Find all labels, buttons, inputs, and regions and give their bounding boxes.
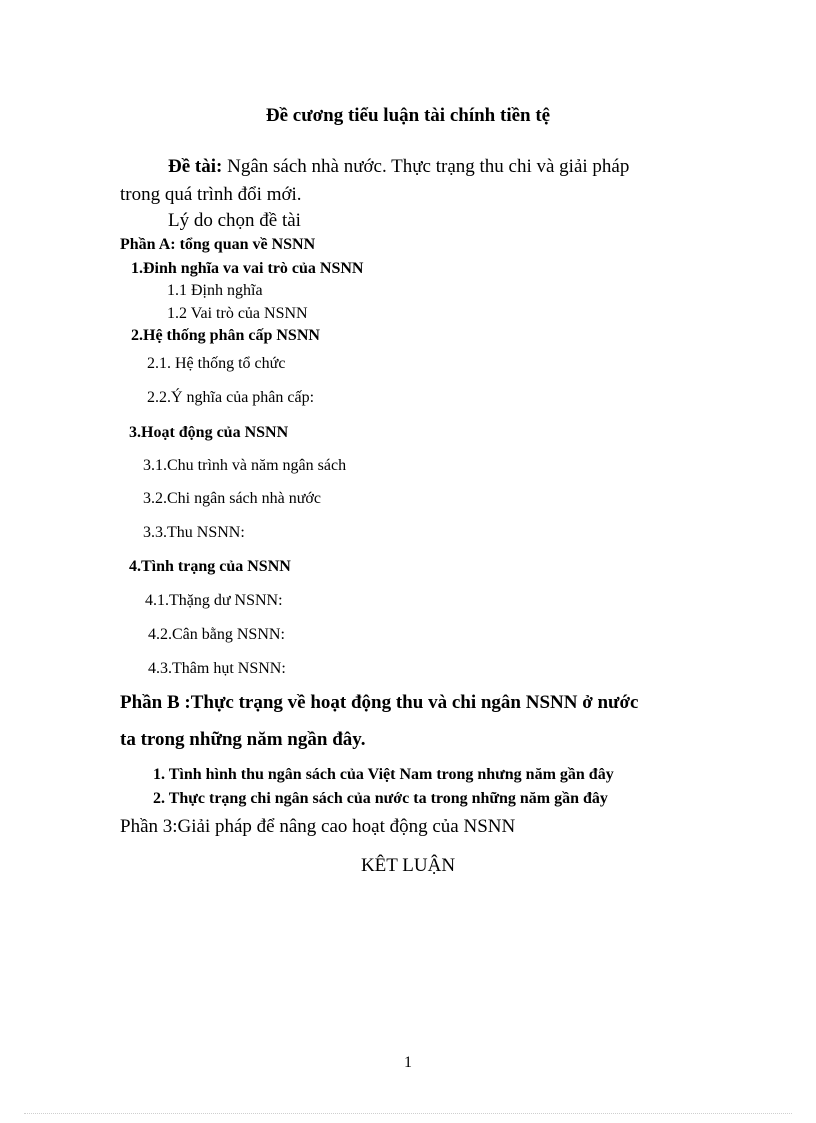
section-4-item-3: 4.3.Thâm hụt NSNN: (148, 660, 286, 677)
part-b-heading-line-2: ta trong những năm ngần đây. (120, 729, 366, 750)
page-bottom-divider (24, 1113, 792, 1114)
section-1-heading: 1.Đinh nghĩa va vai trò của NSNN (131, 260, 364, 277)
section-1-item-2: 1.2 Vai trò của NSNN (167, 305, 308, 322)
section-4-item-1: 4.1.Thặng dư NSNN: (145, 592, 283, 609)
section-2-heading: 2.Hệ thống phân cấp NSNN (131, 327, 320, 344)
section-4-item-2: 4.2.Cân bằng NSNN: (148, 626, 285, 643)
document-title: Đề cương tiểu luận tài chính tiền tệ (265, 105, 551, 126)
topic-line-1 (168, 156, 629, 178)
section-2-item-2: 2.2.Ý nghĩa của phân cấp: (147, 389, 315, 406)
part-b-heading-line-1: Phần B :Thực trạng về hoạt động thu và chi ngân NSNN ở nước (120, 692, 639, 713)
part-b-item-1: 1. Tình hình thu ngân sách của Việt Nam trong nhưng năm gần đây (153, 766, 614, 783)
topic-line-2: trong quá trình đổi mới. (120, 184, 302, 205)
section-1-item-1: 1.1 Định nghĩa (167, 282, 263, 299)
section-3-heading: 3.Hoạt động của NSNN (129, 424, 289, 441)
reason-heading: Lý do chọn đề tài (168, 210, 301, 231)
part-a-heading: Phần A: tổng quan về NSNN (120, 236, 316, 253)
section-2-item-1: 2.1. Hệ thống tổ chức (147, 355, 286, 372)
section-3-item-1: 3.1.Chu trình và năm ngân sách (143, 457, 347, 474)
topic-label: Đề tài: (168, 156, 223, 177)
page-number: 1 (404, 1054, 412, 1071)
section-4-heading: 4.Tình trạng của NSNN (129, 558, 291, 575)
section-3-item-3: 3.3.Thu NSNN: (143, 524, 245, 541)
part-b-item-2: 2. Thực trạng chi ngân sách của nước ta trong những năm gần đây (153, 790, 608, 807)
part-3-heading: Phần 3:Giải pháp để nâng cao hoạt động của NSNN (120, 816, 516, 837)
topic-text-1: Ngân sách nhà nước. Thực trạng thu chi và giải pháp (222, 156, 630, 177)
section-3-item-2: 3.2.Chi ngân sách nhà nước (143, 490, 321, 507)
conclusion-heading: KÊT LUẬN (360, 855, 456, 876)
